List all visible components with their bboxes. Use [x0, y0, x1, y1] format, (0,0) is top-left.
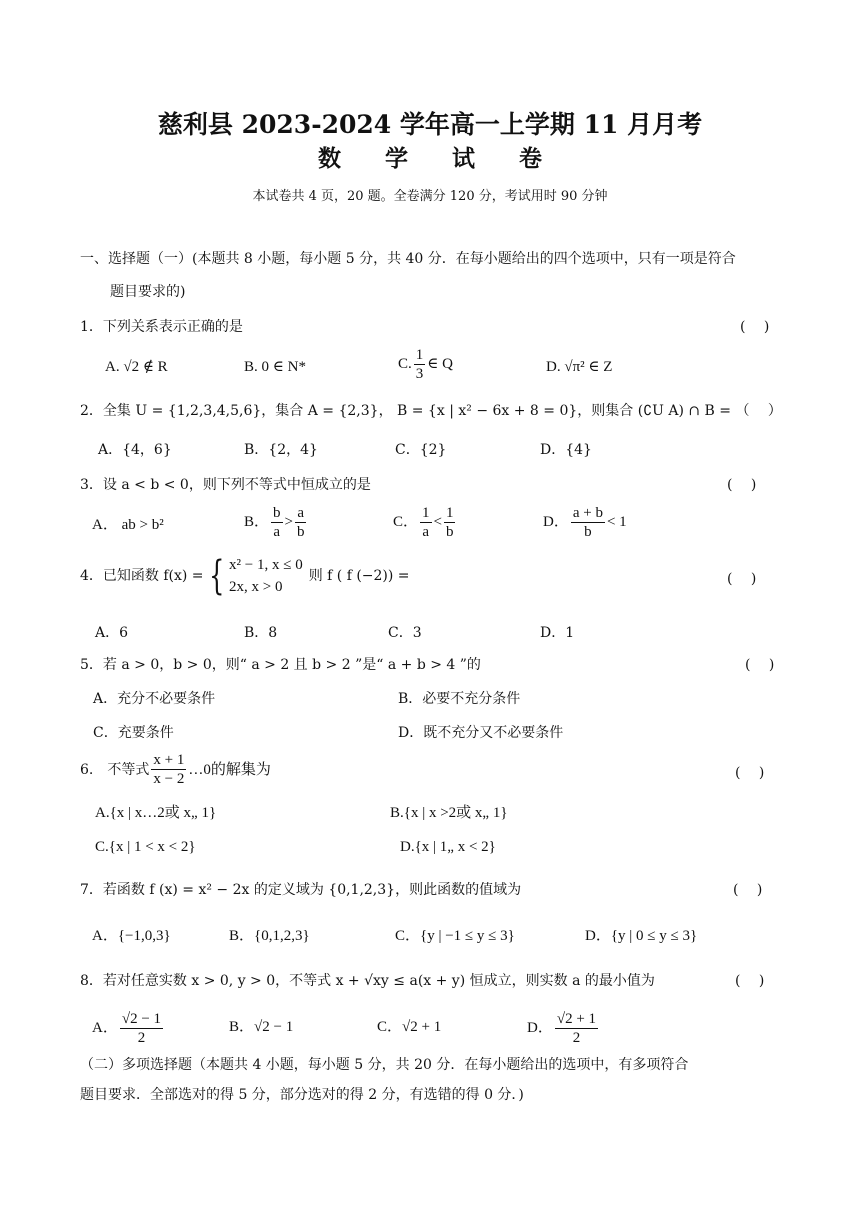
question-1-option-b: B. 0 ∈ N* — [244, 359, 306, 375]
question-1-option-a: A. √2 ∉ R — [105, 359, 168, 375]
question-5-option-b: B．必要不充分条件 — [398, 691, 521, 707]
question-4-stem: 4．已知函数 f(x) = { x² − 1, x ≤ 0 2x, x > 0 则 f ( f (−2)) = — [80, 553, 410, 599]
question-3-option-b: B． $\frac{b}{a}$ > $\frac{a}{b}$ — [244, 505, 305, 540]
question-8-stem: 8．若对任意实数 x > 0, y > 0，不等式 x + √xy ≤ a(x + y) 恒成立，则实数 a 的最小值为 — [80, 973, 655, 989]
question-6-stem: 6. 不等式 $\frac{x + 1}{x - 2}$ …0的解集为 — [80, 752, 271, 787]
brace-icon: { — [208, 553, 224, 599]
question-5-stem: 5．若 a > 0，b > 0，则“ a > 2 且 b > 2 ”是“ a + b > 4 ”的 — [80, 657, 481, 673]
question-7-option-a: A．{−1,0,3} — [92, 928, 171, 944]
question-6-option-b: B.{x | x >2或 x„ 1} — [390, 805, 508, 821]
question-4-answer-blank: ( ) — [727, 571, 757, 587]
question-4-option-b: B．8 — [244, 625, 278, 641]
section2-heading-line1: （二）多项选择题（本题共 4 小题，每小题 5 分，共 20 分．在每小题给出的选项中，有多项符合 — [80, 1057, 689, 1073]
question-3-option-a: A． ab > b² — [92, 517, 164, 533]
section1-heading-line2: 题目要求的) — [110, 284, 186, 300]
question-2-option-d: D．{4} — [540, 442, 592, 458]
question-5-option-a: A．充分不必要条件 — [93, 691, 216, 707]
page-subtitle: 数 学 试 卷 — [317, 145, 561, 172]
question-6-option-c: C.{x | 1 < x < 2} — [95, 839, 196, 855]
question-7-stem: 7．若函数 f (x) = x² − 2x 的定义域为 {0,1,2,3}，则此函数的值域为 — [80, 882, 522, 898]
question-3-stem: 3．设 a < b < 0，则下列不等式中恒成立的是 — [80, 477, 371, 493]
section2-heading-line2: 题目要求．全部选对的得 5 分，部分选对的得 2 分，有选错的得 0 分．) — [80, 1087, 524, 1103]
question-7-answer-blank: ( ) — [733, 882, 763, 898]
question-2-option-a: A．{4，6} — [98, 442, 172, 458]
question-7-option-b: B．{0,1,2,3} — [229, 928, 310, 944]
question-2-option-c: C．{2} — [395, 442, 447, 458]
question-1-option-d: D. √π² ∈ Z — [546, 359, 613, 375]
question-3-answer-blank: ( ) — [727, 477, 757, 493]
question-7-option-c: C．{y | −1 ≤ y ≤ 3} — [395, 928, 515, 944]
piecewise-cases: x² − 1, x ≤ 0 2x, x > 0 — [229, 557, 303, 595]
question-4-option-a: A．6 — [95, 625, 129, 641]
question-3-option-d: D． $\frac{a + b}{b}$ < 1 — [543, 505, 627, 540]
question-2-stem: 2．全集 U = {1,2,3,4,5,6}，集合 A = {2,3}， B = {x | x² − 6x + 8 = 0}，则集合 (∁U A) ∩ B = （ ） — [80, 403, 782, 419]
question-3-option-c: C． $\frac{1}{a}$ < $\frac{1}{b}$ — [393, 505, 454, 540]
question-5-option-d: D．既不充分又不必要条件 — [398, 725, 564, 741]
question-5-answer-blank: ( ) — [745, 657, 775, 673]
question-2-option-b: B．{2，4} — [244, 442, 318, 458]
question-5-option-c: C．充要条件 — [93, 725, 174, 741]
question-8-option-d: D． $\frac{√2 + 1}{2}$ — [527, 1011, 597, 1046]
page-title: 慈利县 2023-2024 学年高一上学期 11 月月考 — [157, 110, 703, 139]
question-6-answer-blank: ( ) — [735, 765, 765, 781]
question-1-option-c: C. $\frac{1}{3}$ ∈ Q — [398, 347, 453, 382]
question-7-option-d: D．{y | 0 ≤ y ≤ 3} — [585, 928, 698, 944]
question-4-option-d: D．1 — [540, 625, 575, 641]
question-8-option-b: B．√2 − 1 — [229, 1019, 294, 1035]
section1-heading-line1: 一、选择题（一）(本题共 8 小题，每小题 5 分，共 40 分．在每小题给出的四个选项中，只有一项是符合 — [80, 251, 736, 267]
question-6-option-a: A.{x | x…2或 x„ 1} — [95, 805, 217, 821]
question-6-option-d: D.{x | 1„ x < 2} — [400, 839, 496, 855]
question-8-option-a: A． $\frac{√2 - 1}{2}$ — [92, 1011, 162, 1046]
question-4-option-c: C．3 — [388, 625, 422, 641]
question-1-answer-blank: ( ) — [740, 319, 770, 335]
question-8-answer-blank: ( ) — [735, 973, 765, 989]
exam-info: 本试卷共 4 页，20 题。全卷满分 120 分，考试用时 90 分钟 — [252, 189, 608, 204]
question-1-stem: 1．下列关系表示正确的是 — [80, 319, 243, 335]
question-8-option-c: C．√2 + 1 — [377, 1019, 442, 1035]
